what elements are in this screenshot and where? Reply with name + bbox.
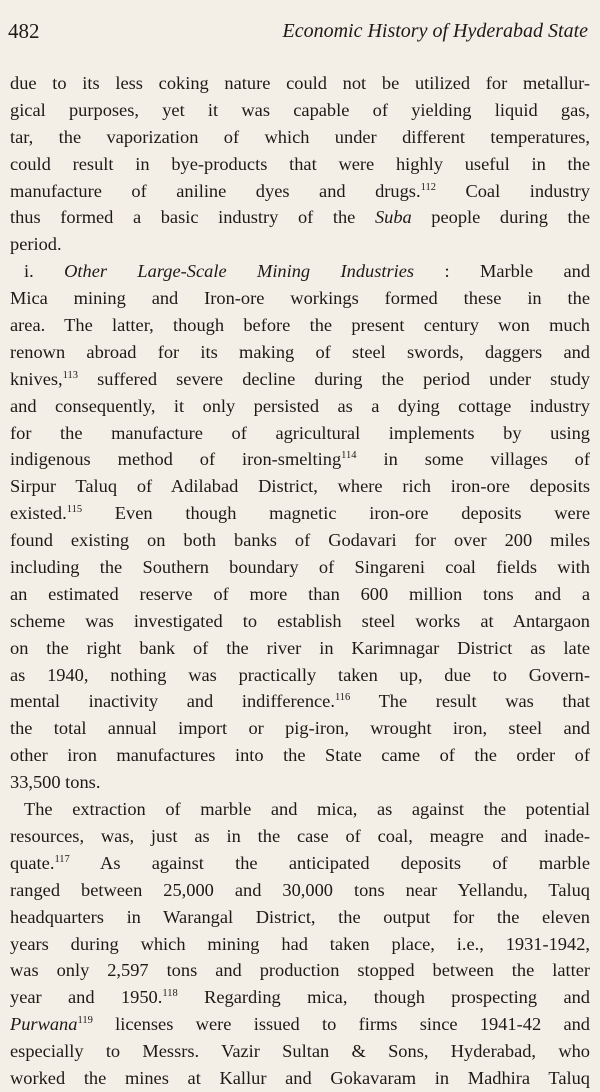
text-run: especially to Messrs. Vazir Sultan & Sons, Hyderabad, who: [10, 1041, 590, 1062]
text-run: the total annual import or pig-iron, wrought iron, steel and: [10, 718, 590, 739]
text-line: [10, 1065, 590, 1092]
text-run: existed.: [10, 503, 67, 524]
text-run: Sirpur Taluq of Adilabad District, where rich iron-ore deposits: [10, 476, 590, 497]
text-run: 33,500 tons.: [10, 772, 101, 793]
text-line: [10, 554, 590, 581]
footnote-ref: 116: [334, 692, 351, 704]
text-run: as 1940, nothing was practically taken up, due to Govern-: [10, 664, 590, 685]
text-run: years during which mining had taken place, i.e., 1931-1942,: [10, 933, 590, 954]
text-run: Mica mining and Iron-ore workings formed these in the: [10, 288, 590, 309]
text-run: on the right bank of the river in Karimnagar District as late: [10, 637, 590, 658]
text-run: including the Southern boundary of Singareni coal fields with: [10, 557, 590, 578]
footnote-ref: 115: [66, 504, 83, 516]
text-run: other iron manufactures into the State came of the order of: [10, 745, 590, 766]
text-run: : Marble and: [414, 261, 590, 282]
text-run: resources, was, just as in the case of coal, meagre and inade-: [10, 825, 590, 846]
text-line: [10, 500, 590, 527]
text-line: [10, 984, 590, 1011]
text-run: was only 2,597 tons and production stopped between the latter: [10, 960, 590, 981]
footnote-ref: 117: [54, 853, 70, 865]
text-run: ranged between 25,000 and 30,000 tons near Yellandu, Taluq: [10, 879, 590, 900]
text-line: [10, 742, 590, 769]
text-run: an estimated reserve of more than 600 million tons and a: [10, 583, 590, 604]
footnote-ref: 114: [341, 450, 357, 462]
body-text: [10, 70, 590, 1092]
text-run: As against the anticipated deposits of marble: [69, 852, 590, 873]
text-line: [10, 957, 590, 984]
text-run: headquarters in Warangal District, the output for the eleven: [10, 906, 590, 927]
text-run: suffered severe decline during the period under study: [78, 368, 590, 389]
text-run: for the manufacture of agricultural implements by using: [10, 422, 590, 443]
text-run: manufacture of aniline dyes and drugs.: [10, 180, 421, 201]
text-line: [10, 366, 590, 393]
text-line: [10, 178, 590, 205]
text-line: [10, 796, 590, 823]
running-title: Economic History of Hyderabad State: [282, 20, 588, 42]
text-line: [10, 715, 590, 742]
text-run: due to its less coking nature could not be utilized for metallur-: [10, 73, 590, 93]
text-line: [10, 904, 590, 931]
text-run: and consequently, it only persisted as a dying cottage industry: [10, 395, 590, 416]
text-run: indigenous method of iron-smelting: [10, 449, 342, 470]
text-run: thus formed a basic industry of the: [10, 207, 375, 228]
text-line: [10, 635, 590, 662]
text-line: [10, 204, 590, 231]
footnote-ref: 113: [62, 369, 78, 381]
text-line: [10, 151, 590, 178]
text-run: mental inactivity and indifference.: [10, 691, 335, 712]
text-run: in some villages of: [356, 449, 590, 470]
text-run: year and 1950.: [10, 987, 163, 1008]
text-line: [10, 850, 590, 877]
text-run: worked the mines at Kallur and Gokavaram in Madhira Taluq: [10, 1067, 590, 1088]
text-line: [10, 393, 590, 420]
text-run: tar, the vaporization of which under different temperatures,: [10, 126, 590, 147]
text-line: [10, 688, 590, 715]
text-line: [10, 877, 590, 904]
text-run: i.: [24, 261, 65, 282]
text-run: Regarding mica, though prospecting and: [177, 987, 590, 1008]
italic-text: Purwana: [10, 1014, 78, 1035]
text-line: [10, 446, 590, 473]
text-run: area. The latter, though before the present century won much: [10, 315, 590, 336]
text-line: [10, 581, 590, 608]
text-line: [10, 1011, 590, 1038]
text-line: [10, 823, 590, 850]
text-run: knives,: [10, 368, 63, 389]
italic-text: Other Large-Scale Mining Industries: [64, 261, 415, 282]
text-run: The result was that: [350, 691, 590, 712]
text-line: [10, 285, 590, 312]
running-head: [8, 16, 588, 46]
text-line: [10, 527, 590, 554]
text-run: scheme was investigated to establish steel works at Antargaon: [10, 610, 590, 631]
text-run: quate.: [10, 852, 55, 873]
text-line: [10, 473, 590, 500]
text-line: [10, 662, 590, 689]
text-run: period.: [10, 234, 62, 255]
text-run: Even though magnetic iron-ore deposits were: [82, 503, 590, 524]
text-line: [10, 769, 590, 796]
footnote-ref: 118: [162, 988, 178, 1000]
text-line: [10, 339, 590, 366]
footnote-ref: 119: [77, 1015, 93, 1027]
text-line: [10, 124, 590, 151]
text-run: could result in bye-products that were highly useful in the: [10, 153, 590, 174]
text-line: [10, 258, 590, 285]
text-run: people during the: [411, 207, 590, 228]
text-line: [10, 608, 590, 635]
italic-text: Suba: [374, 207, 412, 228]
text-line: [10, 420, 590, 447]
text-line: [10, 97, 590, 124]
text-run: licenses were issued to firms since 1941-42 and: [92, 1014, 590, 1035]
text-line: [10, 312, 590, 339]
text-line: [10, 70, 590, 97]
text-line: [10, 931, 590, 958]
page-number: 482: [8, 19, 40, 43]
text-line: [10, 231, 590, 258]
text-run: The extraction of marble and mica, as against the potential: [24, 799, 590, 820]
text-line: [10, 1038, 590, 1065]
text-run: Coal industry: [435, 180, 590, 201]
text-run: renown abroad for its making of steel swords, daggers and: [10, 341, 590, 362]
text-run: gical purposes, yet it was capable of yielding liquid gas,: [10, 99, 590, 120]
footnote-ref: 112: [420, 181, 436, 193]
text-run: found existing on both banks of Godavari for over 200 miles: [10, 530, 590, 551]
